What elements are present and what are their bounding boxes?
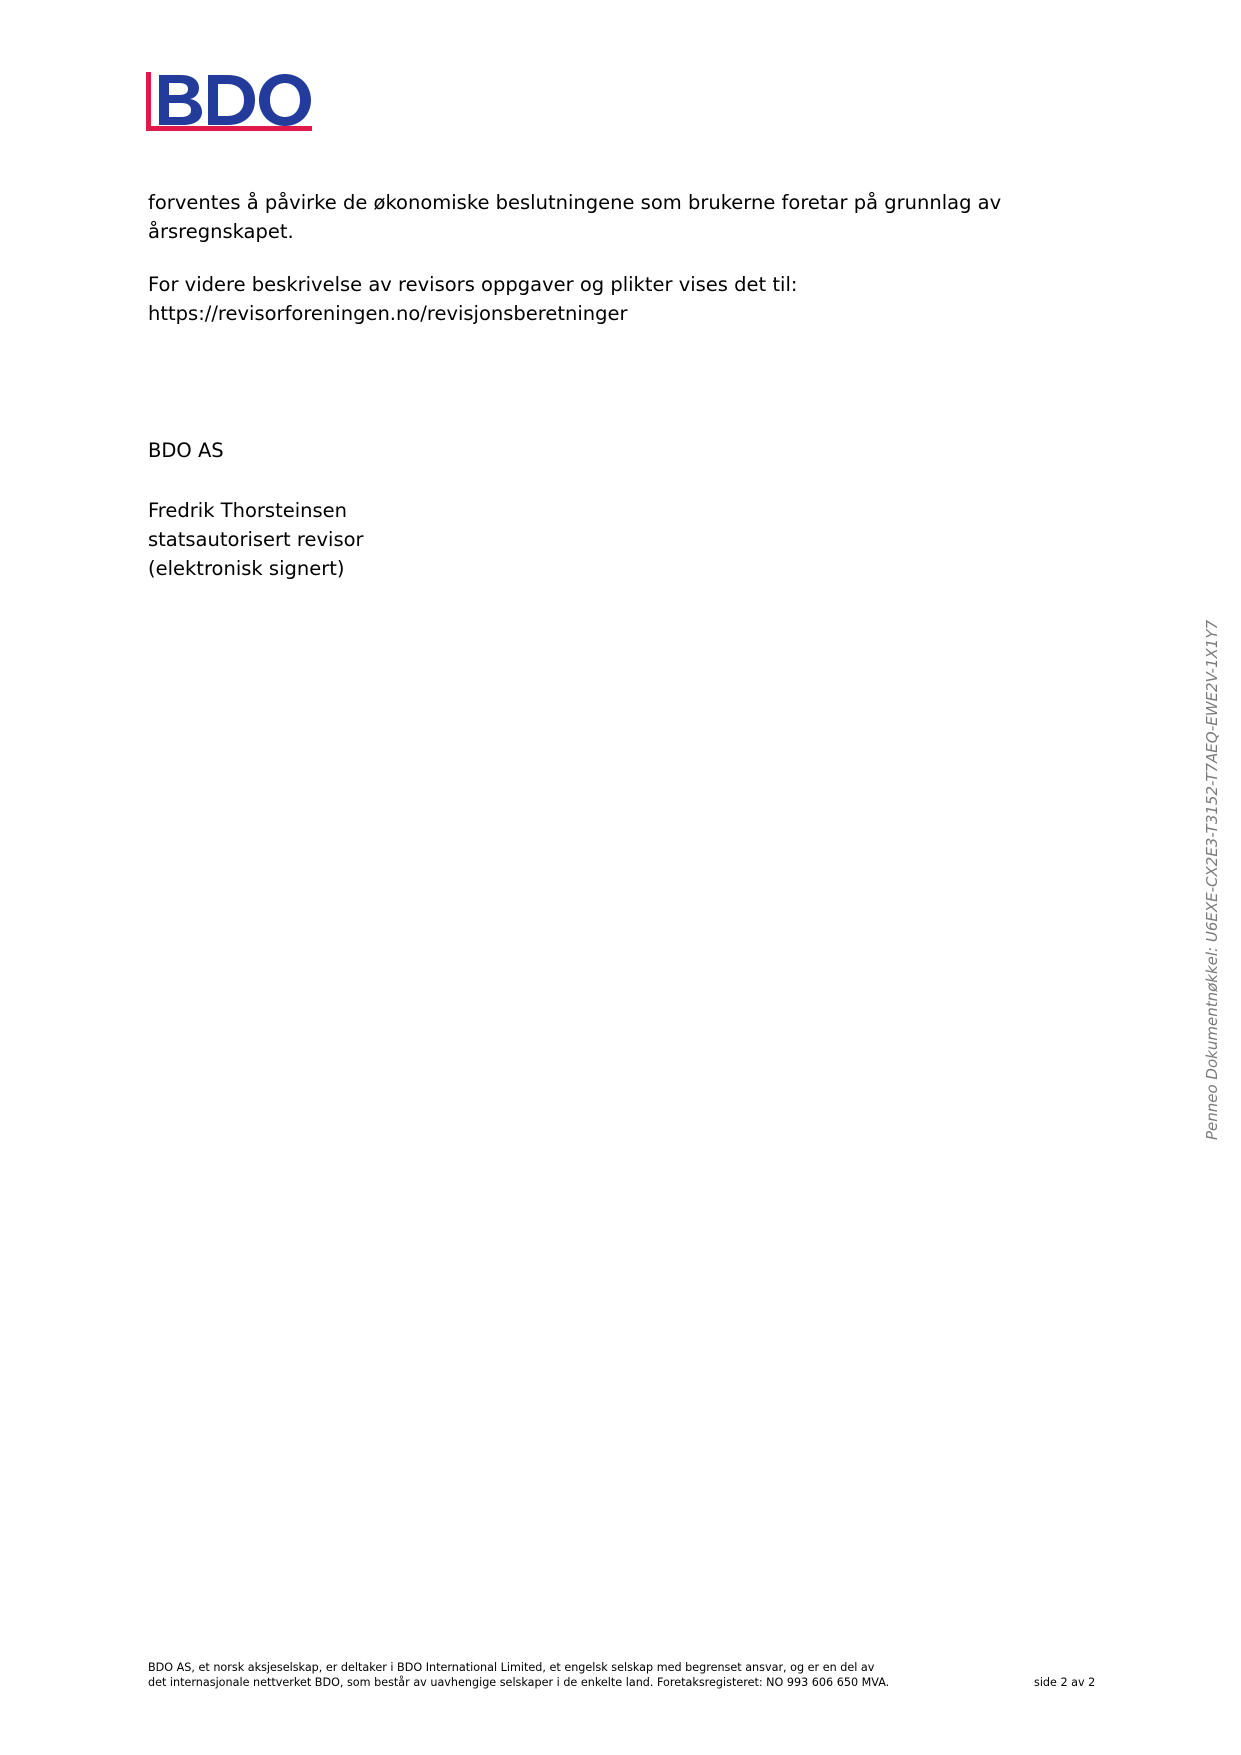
signer-title: statsautorisert revisor bbox=[148, 528, 364, 551]
signature-note: (elektronisk signert) bbox=[148, 557, 345, 580]
footer-line-1: BDO AS, et norsk aksjeselskap, er deltaker i BDO International Limited, et engelsk selskap med begrenset ansvar, og er en del av bbox=[148, 1661, 875, 1674]
paragraph-2-line-1: For videre beskrivelse av revisors oppgaver og plikter vises det til: bbox=[148, 273, 798, 296]
paragraph-2 bbox=[148, 270, 797, 328]
signature-company: BDO AS bbox=[148, 439, 224, 462]
paragraph-1-line-1: forventes å påvirke de økonomiske beslutningene som brukerne foretar på grunnlag av bbox=[148, 191, 1002, 214]
reference-link[interactable]: https://revisorforeningen.no/revisjonsberetninger bbox=[148, 302, 628, 325]
footer-line-2: det internasjonale nettverket BDO, som består av uavhengige selskaper i de enkelte land. Foretaksregisteret: NO 993 606 650 MVA. bbox=[148, 1676, 890, 1689]
paragraph-1-line-2: årsregnskapet. bbox=[148, 220, 294, 243]
bdo-logo bbox=[146, 70, 312, 134]
footer-legal-text bbox=[148, 1660, 889, 1690]
paragraph-1 bbox=[148, 188, 1001, 246]
document-key-watermark: Penneo Dokumentnøkkel: U6EXE-CX2E3-T3152-T7AEQ-EWE2V-1X1Y7 bbox=[1203, 619, 1221, 1141]
signer-name: Fredrik Thorsteinsen bbox=[148, 499, 347, 522]
signature-block bbox=[148, 496, 364, 583]
page-number: side 2 av 2 bbox=[1034, 1676, 1096, 1689]
